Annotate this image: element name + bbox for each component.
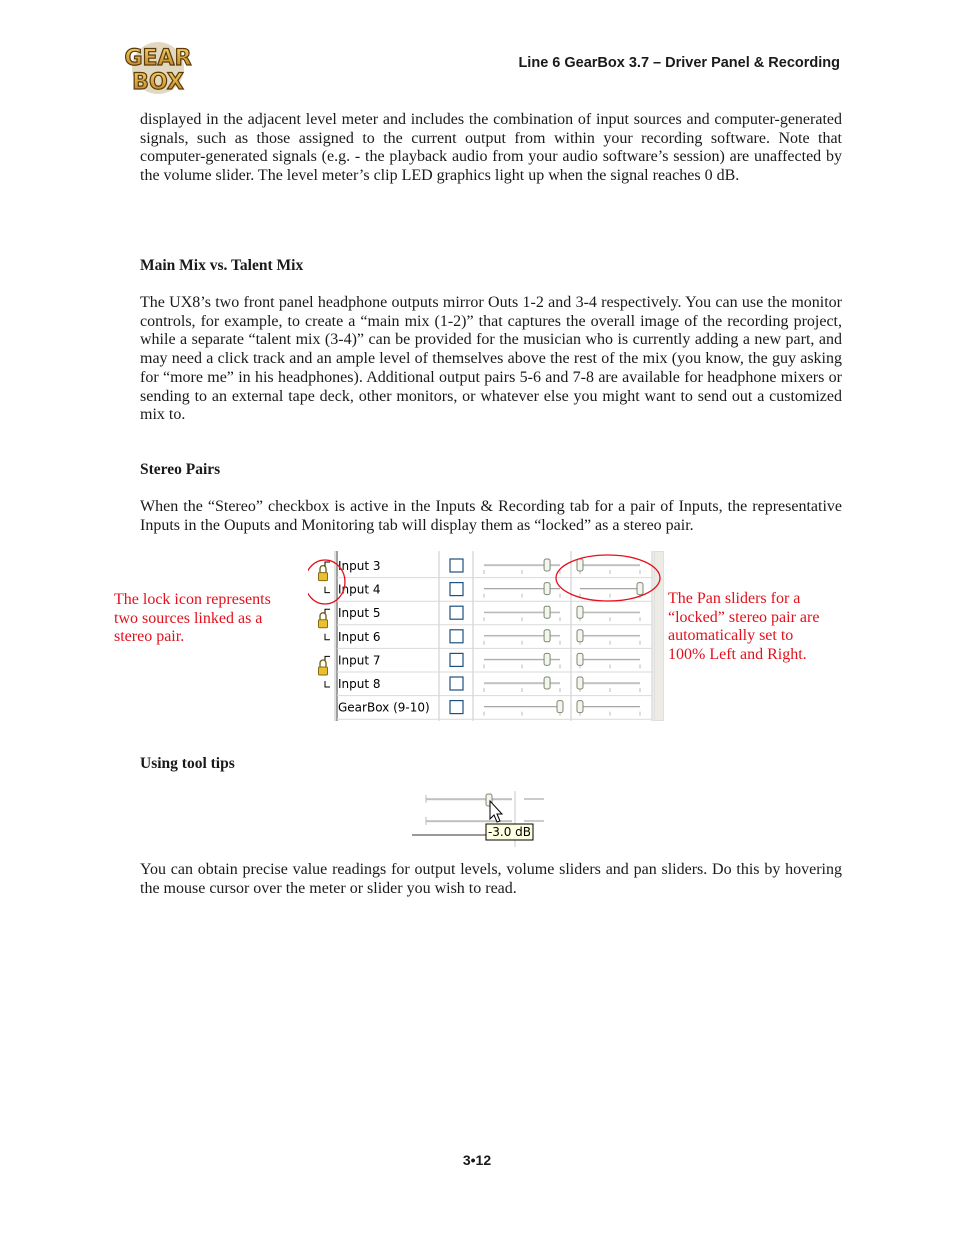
heading-tool-tips: Using tool tips — [140, 755, 235, 772]
volume-slider-thumb[interactable] — [544, 583, 550, 595]
padlock-body — [319, 667, 328, 675]
tooltip-screenshot — [412, 791, 544, 847]
stereo-checkbox[interactable] — [450, 630, 463, 643]
gearbox-logo — [112, 40, 204, 96]
tool-tips-paragraph: You can obtain precise value readings for output levels, volume sliders and pan sliders. Do this by hovering the mouse cursor over the meter or slider you wish to read. — [140, 861, 842, 897]
annotation-line: “locked” stereo pair are — [668, 608, 820, 626]
annotation-line: The lock icon represents — [114, 591, 271, 608]
tooltip-value: -3.0 dB — [487, 825, 532, 839]
mixer-row-label: Input 5 — [338, 606, 381, 621]
stereo-checkbox[interactable] — [450, 583, 463, 596]
mixer-screenshot — [308, 551, 664, 721]
stereo-checkbox[interactable] — [450, 653, 463, 666]
stereo-checkbox[interactable] — [450, 701, 463, 714]
pan-slider-thumb[interactable] — [577, 677, 583, 689]
main-mix-paragraph: The UX8’s two front panel headphone outputs mirror Outs 1-2 and 3-4 respectively. You can use the monitor controls, for example, to create a “main mix (1-2)” that captures the overall image of the recording project, while a separate “talent mix (3-4)” can be provided for the musician who is currently adding a new part, and may need a click track and an ample level of themselves above the rest of the mix (you know, the guy asking for “more me” in his headphones). Additional output pairs 5-6 and 7-8 are available for headphone mixers or sending to an external tape deck, other monitors, or whatever else you might want to send out a customized mix to. — [140, 294, 842, 424]
mixer-row-label: Input 8 — [338, 677, 381, 691]
volume-slider-thumb[interactable] — [544, 653, 550, 665]
annotation-line: automatically set to — [668, 627, 794, 645]
lock-icon-annotation — [114, 591, 299, 647]
volume-slider-thumb[interactable] — [544, 630, 550, 642]
annotation-line: two sources linked as a — [114, 609, 263, 627]
pan-slider-thumb[interactable] — [577, 653, 583, 665]
stereo-checkbox[interactable] — [450, 606, 463, 619]
padlock-body — [319, 620, 328, 628]
header-title: Line 6 GearBox 3.7 – Driver Panel & Recording — [518, 55, 840, 71]
pan-slider-thumb[interactable] — [577, 606, 583, 618]
logo-text-box: BOX — [132, 70, 184, 95]
mixer-row-label: GearBox (9-10) — [338, 700, 430, 715]
logo-text-gear: GEAR — [124, 46, 192, 71]
mixer-row-label: Input 7 — [338, 653, 381, 668]
annotation-line: 100% Left and Right. — [668, 646, 807, 664]
padlock-body — [319, 573, 328, 581]
heading-main-mix: Main Mix vs. Talent Mix — [140, 257, 304, 274]
pan-sliders-annotation — [668, 590, 848, 665]
pan-slider-thumb[interactable] — [637, 583, 643, 595]
heading-stereo-pairs: Stereo Pairs — [140, 461, 221, 478]
annotation-line: stereo pair. — [114, 628, 185, 646]
stereo-pairs-paragraph: When the “Stereo” checkbox is active in the Inputs & Recording tab for a pair of Inputs, the representative Inputs in the Ouputs and Monitoring tab will display them as “locked” as a stereo pair. — [140, 498, 842, 534]
pan-slider-thumb[interactable] — [577, 701, 583, 713]
mixer-row-label: Input 4 — [338, 582, 381, 597]
intro-paragraph: displayed in the adjacent level meter and includes the combination of input sources and computer-generated signals, such as those assigned to the current output from within your recording software. Note that computer-generated signals (e.g. - the playback audio from your audio software’s session) are unaffected by the volume slider. The level meter’s clip LED graphics light up when the signal reaches 0 dB. — [140, 111, 842, 185]
mixer-scrollbar[interactable] — [654, 551, 664, 721]
stereo-checkbox[interactable] — [450, 677, 463, 690]
volume-slider-thumb[interactable] — [544, 606, 550, 618]
mixer-panel — [308, 551, 664, 721]
volume-slider-thumb[interactable] — [544, 677, 550, 689]
annotation-line: The Pan sliders for a — [668, 590, 801, 607]
page-number: 3•12 — [462, 1152, 492, 1168]
volume-slider-thumb[interactable] — [557, 701, 563, 713]
mixer-row-label: Input 6 — [338, 629, 381, 644]
stereo-checkbox[interactable] — [450, 559, 463, 572]
mixer-row-label: Input 3 — [338, 559, 381, 573]
tooltip-box — [486, 824, 533, 840]
pan-slider-thumb[interactable] — [577, 559, 583, 571]
volume-slider-thumb[interactable] — [544, 559, 550, 571]
pan-slider-thumb[interactable] — [577, 630, 583, 642]
